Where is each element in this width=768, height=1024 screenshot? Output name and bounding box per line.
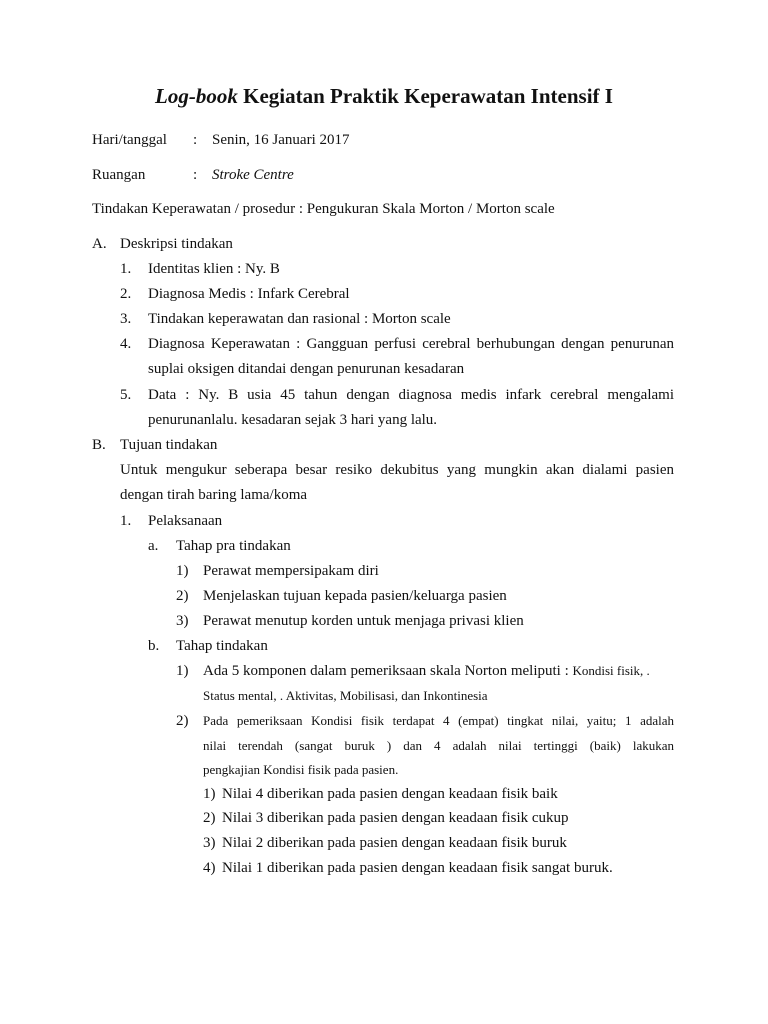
- list-number: 3): [176, 613, 189, 629]
- room-separator: :: [193, 167, 198, 183]
- item-text: Ada 5 komponen dalam pemeriksaan skala Norton meliputi :: [203, 663, 573, 679]
- list-item: Perawat menutup korden untuk menjaga privasi klien: [203, 613, 524, 629]
- paragraph: Untuk mengukur seberapa besar resiko dekubitus yang mungkin akan dialami pasien: [120, 462, 674, 478]
- room-label: Ruangan: [92, 167, 146, 183]
- subsection-heading: Tahap pra tindakan: [176, 538, 291, 554]
- list-number: 2.: [120, 286, 132, 302]
- list-number: 1.: [120, 513, 132, 529]
- list-letter: b.: [148, 638, 160, 654]
- list-item-continuation: pengkajian Kondisi fisik pada pasien.: [203, 762, 399, 777]
- item-text-small: Kondisi fisik, .: [572, 663, 650, 678]
- procedure-line: Tindakan Keperawatan / prosedur : Pengukuran Skala Morton / Morton scale: [92, 201, 555, 217]
- list-letter: a.: [148, 538, 159, 554]
- list-item: [203, 661, 650, 681]
- section-a-marker: A.: [92, 236, 107, 252]
- value-item: Nilai 1 diberikan pada pasien dengan keadaan fisik sangat buruk.: [222, 860, 613, 876]
- list-item-continuation: nilai terendah (sangat buruk ) dan 4 adalah nilai tertinggi (baik) lakukan: [203, 738, 674, 753]
- list-item: Tindakan keperawatan dan rasional : Morton scale: [148, 311, 451, 327]
- list-item: Diagnosa Keperawatan : Gangguan perfusi cerebral berhubungan dengan penurunan: [148, 336, 674, 352]
- room-value: Stroke Centre: [212, 167, 294, 183]
- list-number: 3.: [120, 311, 132, 327]
- list-number: 5.: [120, 387, 132, 403]
- list-item-continuation: penurunanlalu. kesadaran sejak 3 hari yang lalu.: [148, 412, 438, 428]
- value-item: Nilai 2 diberikan pada pasien dengan keadaan fisik buruk: [222, 835, 567, 851]
- section-a-heading: Deskripsi tindakan: [120, 236, 233, 252]
- value-number: 2): [203, 810, 216, 826]
- list-item: Menjelaskan tujuan kepada pasien/keluarga pasien: [203, 588, 507, 604]
- list-number: 1): [176, 663, 189, 679]
- list-number: 2): [176, 588, 189, 604]
- value-number: 3): [203, 835, 216, 851]
- list-item: Pada pemeriksaan Kondisi fisik terdapat 4 (empat) tingkat nilai, yaitu; 1 adalah: [203, 713, 674, 728]
- list-item: Diagnosa Medis : Infark Cerebral: [148, 286, 350, 302]
- subsection-heading: Tahap tindakan: [176, 638, 268, 654]
- list-number: 1): [176, 563, 189, 579]
- list-item: Perawat mempersipakam diri: [203, 563, 379, 579]
- list-item: Data : Ny. B usia 45 tahun dengan diagnosa medis infark cerebral mengalami: [148, 387, 674, 403]
- value-number: 1): [203, 786, 216, 802]
- section-b-marker: B.: [92, 437, 106, 453]
- page-title: [0, 84, 768, 109]
- date-value: Senin, 16 Januari 2017: [212, 132, 350, 148]
- list-item: Identitas klien : Ny. B: [148, 261, 280, 277]
- title-rest: Kegiatan Praktik Keperawatan Intensif I: [237, 84, 613, 108]
- date-label: Hari/tanggal: [92, 132, 167, 148]
- paragraph-continuation: dengan tirah baring lama/koma: [120, 487, 308, 503]
- subsection-heading: Pelaksanaan: [148, 513, 223, 529]
- list-item-continuation: suplai oksigen ditandai dengan penurunan kesadaran: [148, 361, 465, 377]
- section-b-heading: Tujuan tindakan: [120, 437, 218, 453]
- date-separator: :: [193, 132, 198, 148]
- list-number: 1.: [120, 261, 132, 277]
- list-item-continuation: Status mental, . Aktivitas, Mobilisasi, dan Inkontinesia: [203, 688, 488, 703]
- title-italic: Log-book: [155, 84, 238, 108]
- list-number: 4.: [120, 336, 132, 352]
- value-item: Nilai 4 diberikan pada pasien dengan keadaan fisik baik: [222, 786, 558, 802]
- value-number: 4): [203, 860, 216, 876]
- list-number: 2): [176, 713, 189, 729]
- value-item: Nilai 3 diberikan pada pasien dengan keadaan fisik cukup: [222, 810, 569, 826]
